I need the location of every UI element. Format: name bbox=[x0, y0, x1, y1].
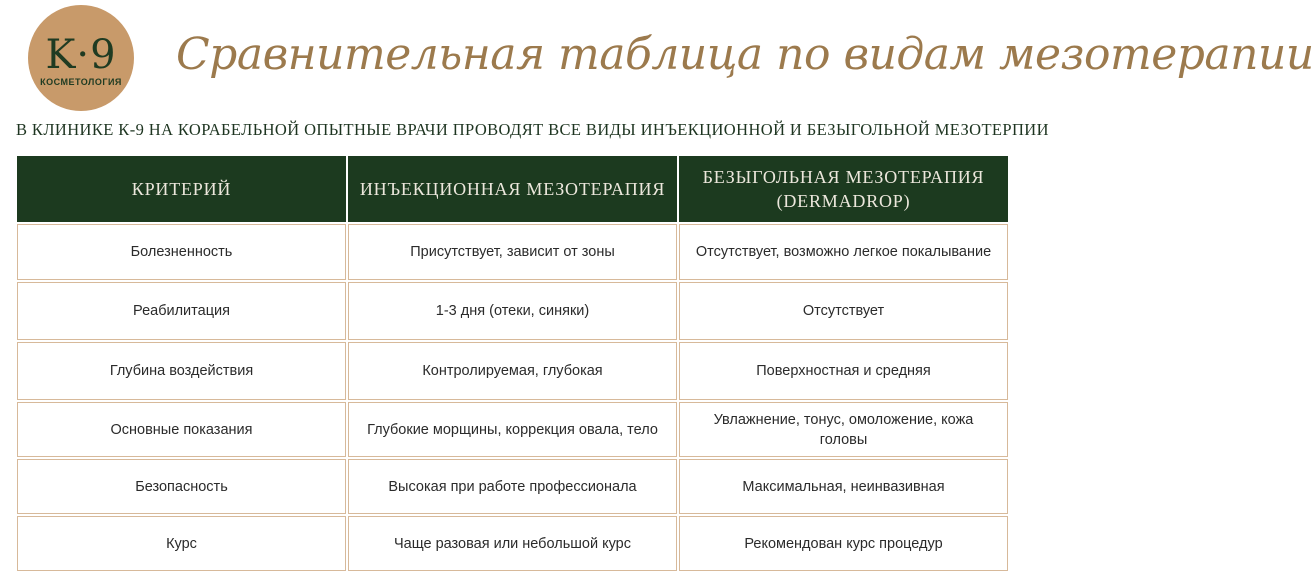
row-safety-injection: Высокая при работе профессионала bbox=[348, 459, 677, 514]
header-injection: ИНЪЕКЦИОННАЯ МЕЗОТЕРАПИЯ bbox=[348, 156, 677, 222]
row-indications-injection: Глубокие морщины, коррекция овала, тело bbox=[348, 402, 677, 457]
logo-mark: K·9 bbox=[45, 32, 117, 78]
row-rehab-needle-free: Отсутствует bbox=[679, 282, 1008, 340]
header-criterion: КРИТЕРИЙ bbox=[17, 156, 346, 222]
comparison-table bbox=[16, 155, 1009, 572]
row-depth-criterion: Глубина воздействия bbox=[17, 342, 346, 400]
row-indications-needle-free: Увлажнение, тонус, омоложение, кожа головы bbox=[679, 402, 1008, 457]
row-indications-criterion: Основные показания bbox=[17, 402, 346, 457]
row-painfulness-needle-free: Отсутствует, возможно легкое покалывание bbox=[679, 224, 1008, 280]
row-course-criterion: Курс bbox=[17, 516, 346, 571]
row-safety-needle-free: Максимальная, неинвазивная bbox=[679, 459, 1008, 514]
row-painfulness-injection: Присутствует, зависит от зоны bbox=[348, 224, 677, 280]
row-course-needle-free: Рекомендован курс процедур bbox=[679, 516, 1008, 571]
logo-subtitle: КОСМЕТОЛОГИЯ bbox=[40, 77, 122, 87]
row-depth-injection: Контролируемая, глубокая bbox=[348, 342, 677, 400]
row-rehab-criterion: Реабилитация bbox=[17, 282, 346, 340]
k9-logo bbox=[28, 5, 134, 111]
row-depth-needle-free: Поверхностная и средняя bbox=[679, 342, 1008, 400]
page-title: Сравнительная таблица по видам мезотерапии bbox=[176, 29, 1314, 80]
row-rehab-injection: 1-3 дня (отеки, синяки) bbox=[348, 282, 677, 340]
row-course-injection: Чаще разовая или небольшой курс bbox=[348, 516, 677, 571]
page-subtitle: В КЛИНИКЕ К-9 НА КОРАБЕЛЬНОЙ ОПЫТНЫЕ ВРАЧИ ПРОВОДЯТ ВСЕ ВИДЫ ИНЪЕКЦИОННОЙ И БЕЗЫГОЛЬНОЙ МЕЗОТЕРПИИ bbox=[16, 120, 1049, 139]
row-painfulness-criterion: Болезненность bbox=[17, 224, 346, 280]
row-safety-criterion: Безопасность bbox=[17, 459, 346, 514]
header-needle-free: БЕЗЫГОЛЬНАЯ МЕЗОТЕРАПИЯ (DERMADROP) bbox=[679, 156, 1008, 222]
